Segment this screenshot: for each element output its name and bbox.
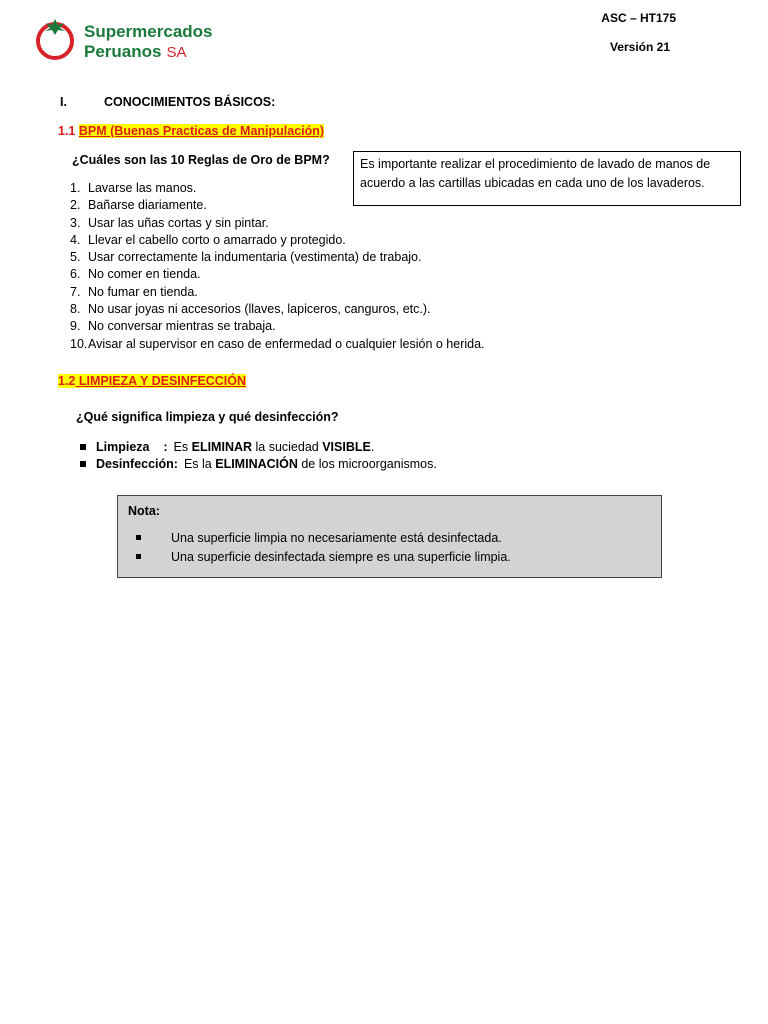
list-item bbox=[136, 531, 511, 550]
bullet-icon bbox=[80, 444, 86, 450]
bullet-icon bbox=[80, 461, 86, 467]
list-item bbox=[70, 319, 485, 336]
document-code: ASC – HT175 bbox=[601, 11, 676, 25]
rule-text: Avisar al supervisor en caso de enfermedad o cualquier lesión o herida. bbox=[88, 336, 485, 351]
subsection-heading-bpm bbox=[58, 124, 324, 138]
rule-number: 10. bbox=[70, 336, 88, 351]
rule-text: No comer en tienda. bbox=[88, 267, 201, 282]
golden-rules-list bbox=[70, 181, 485, 354]
definition-mid: la suciedad bbox=[252, 440, 323, 454]
rule-text: Bañarse diariamente. bbox=[88, 198, 207, 213]
logo-name-line2 bbox=[84, 42, 187, 62]
rule-text: No fumar en tienda. bbox=[88, 284, 198, 299]
definition-pre: Es la bbox=[183, 457, 216, 471]
logo-sa: SA bbox=[166, 44, 187, 61]
handwashing-note-box: Es importante realizar el procedimiento de lavado de manos de acuerdo a las cartillas ubicadas en cada uno de los lavaderos. bbox=[353, 151, 741, 206]
section-number: I. bbox=[60, 95, 67, 109]
logo-name-line1: Supermercados bbox=[84, 22, 213, 41]
definition-post: . bbox=[370, 440, 375, 454]
note-title: Nota: bbox=[128, 504, 160, 518]
definition-mid: de los microorganismos bbox=[297, 457, 434, 471]
list-item bbox=[70, 337, 485, 354]
list-item bbox=[70, 216, 485, 233]
list-item bbox=[80, 457, 437, 474]
rule-number: 8. bbox=[70, 302, 81, 317]
list-item bbox=[70, 302, 485, 319]
subsection-title: BPM (Buenas Practicas de Manipulación) bbox=[78, 124, 325, 138]
rule-text: Llevar el cabello corto o amarrado y protegido. bbox=[88, 232, 346, 247]
list-item bbox=[80, 440, 437, 457]
rule-text: Lavarse las manos. bbox=[88, 181, 197, 195]
rule-number: 6. bbox=[70, 267, 81, 282]
definition-term: Desinfección: bbox=[96, 457, 178, 471]
subsection-title: LIMPIEZA Y DESINFECCIÓN bbox=[78, 374, 247, 388]
note-list bbox=[136, 531, 511, 569]
note-item-text: Una superficie desinfectada siempre es una superficie limpia. bbox=[171, 550, 511, 564]
tomato-logo-icon bbox=[34, 16, 80, 62]
company-logo bbox=[34, 16, 234, 66]
definition-key: ELIMINACIÓN bbox=[215, 457, 298, 471]
rule-number: 2. bbox=[70, 198, 81, 213]
definition-post: . bbox=[433, 457, 437, 471]
rule-number: 4. bbox=[70, 232, 81, 247]
note-box bbox=[117, 495, 662, 578]
subsection-number: 1.2 bbox=[58, 374, 76, 388]
definition-key2: VISIBLE bbox=[322, 440, 371, 454]
rule-text: Usar las uñas cortas y sin pintar. bbox=[88, 215, 269, 230]
note-item-text: Una superficie limpia no necesariamente está desinfectada. bbox=[171, 531, 502, 545]
list-item bbox=[70, 267, 485, 284]
definition-term: Limpieza : bbox=[96, 440, 168, 454]
rules-question: ¿Cuáles son las 10 Reglas de Oro de BPM? bbox=[72, 153, 330, 167]
rule-number: 1. bbox=[70, 181, 81, 195]
list-item bbox=[70, 250, 485, 267]
rule-number: 7. bbox=[70, 284, 81, 299]
subsection-heading-cleaning bbox=[58, 374, 246, 388]
cleaning-question: ¿Qué significa limpieza y qué desinfección? bbox=[76, 410, 339, 424]
rule-number: 5. bbox=[70, 250, 81, 265]
subsection-number: 1.1 bbox=[58, 124, 76, 138]
logo-peruanos: Peruanos bbox=[84, 42, 162, 61]
bullet-icon bbox=[136, 535, 141, 540]
section-heading bbox=[60, 95, 276, 109]
rule-text: Usar correctamente la indumentaria (vestimenta) de trabajo. bbox=[88, 250, 422, 265]
list-item bbox=[70, 285, 485, 302]
list-item bbox=[70, 233, 485, 250]
bullet-icon bbox=[136, 554, 141, 559]
rule-text: No usar joyas ni accesorios (llaves, lapiceros, canguros, etc.). bbox=[88, 302, 431, 317]
definition-key: ELIMINAR bbox=[191, 440, 253, 454]
document-version: Versión 21 bbox=[609, 40, 670, 54]
list-item bbox=[136, 550, 511, 569]
rule-text: No conversar mientras se trabaja. bbox=[88, 319, 276, 334]
definitions-list bbox=[80, 440, 437, 474]
section-title: CONOCIMIENTOS BÁSICOS: bbox=[104, 95, 276, 109]
definition-pre: Es bbox=[173, 440, 192, 454]
rule-number: 3. bbox=[70, 215, 81, 230]
rule-number: 9. bbox=[70, 319, 81, 334]
